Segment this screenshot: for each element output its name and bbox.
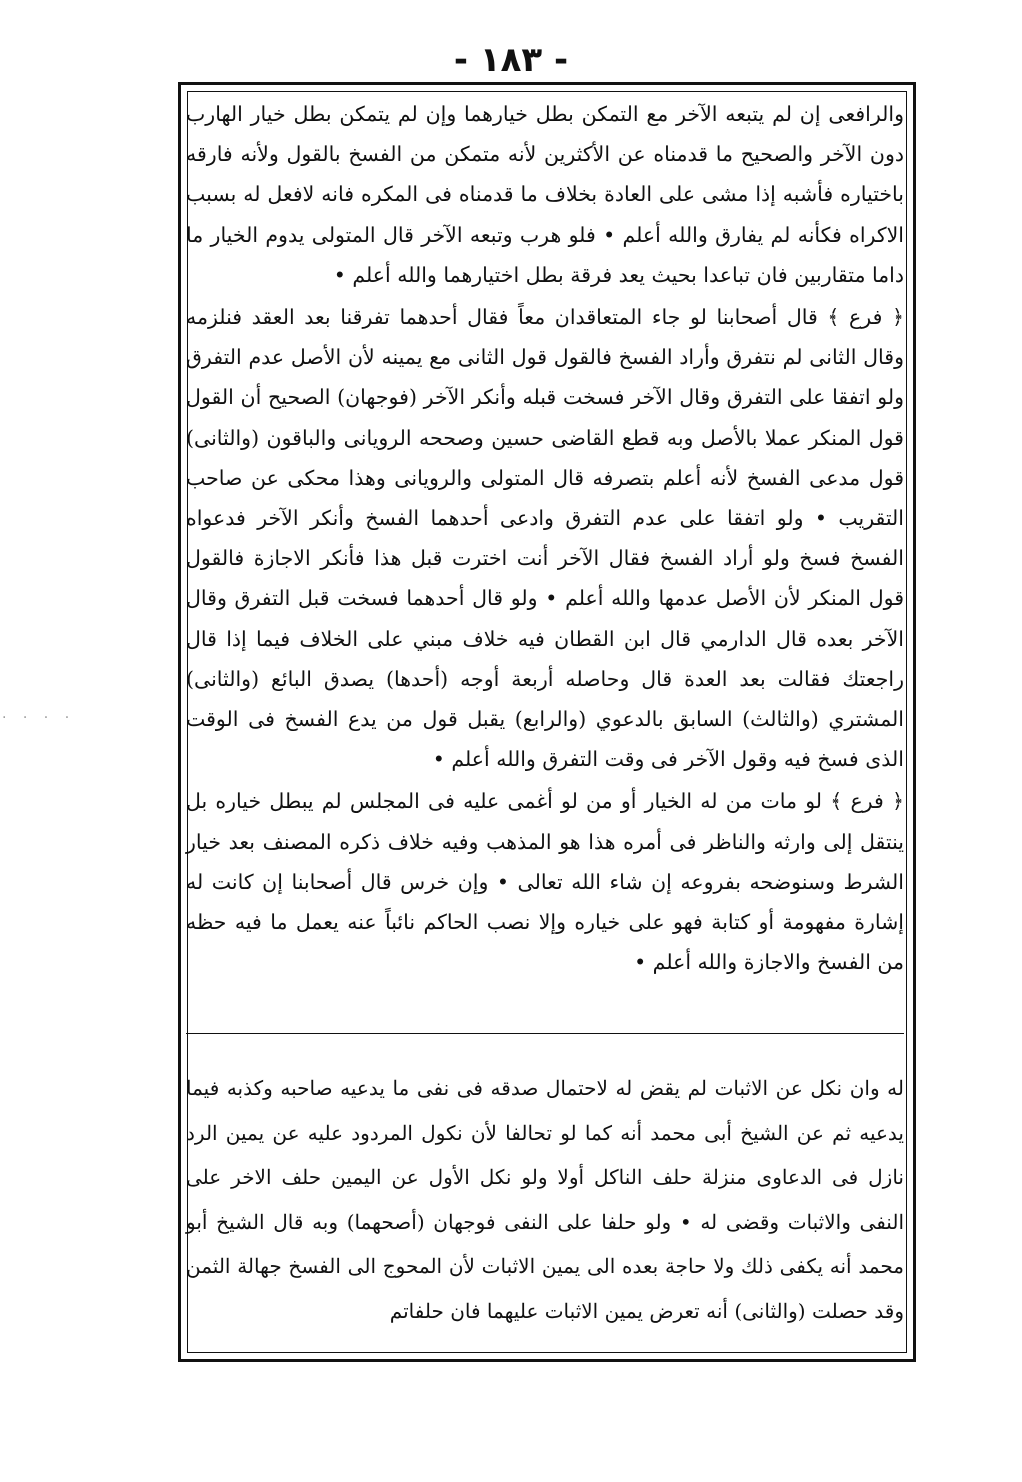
margin-mark: . . . . xyxy=(2,706,76,722)
footnote xyxy=(186,1066,904,1333)
footnote-text: له وان نكل عن الاثبات لم يقض له لاحتمال صدقه فى نفى ما يدعيه صاحبه وكذبه فيما يدعيه ثم عن الشيخ أبى محمد أنه كما لو تحالفا لأن نكول المردود عليه عن يمين الرد نازل فى الدعاوى منزلة حلف الناكل أولا ولو نكل الأول عن اليمين حلف الاخر على النفى والاثبات وقضى له • ولو حلفا على النفى فوجهان (أصحهما) وبه قال الشيخ أبو محمد أنه يكفى ذلك ولا حاجة بعده الى يمين الاثبات لأن المحوج الى الفسخ جهالة الثمن وقد حصلت (والثانى) أنه تعرض يمين الاثبات عليهما فان حلفاتم xyxy=(186,1076,904,1323)
paragraph: ﴿ فرع ﴾ لو مات من له الخيار أو من لو أغمى عليه فى المجلس لم يبطل خياره بل ينتقل إلى وارثه والناظر فى أمره هذا هو المذهب وفيه خلاف ذكره المصنف بعد خيار الشرط وسنوضحه بفروعه إن شاء الله تعالى • وإن خرس قال أصحابنا إن كانت له إشارة مفهومة أو كتابة فهو على خياره وإلا نصب الحاكم نائباً عنه يعمل ما فيه حظه من الفسخ والاجازة والله أعلم • xyxy=(186,789,904,975)
footnote-divider xyxy=(186,1033,904,1034)
paragraph: والرافعى إن لم يتبعه الآخر مع التمكن بطل خيارهما وإن لم يتمكن بطل خيار الهارب دون الآخر والصحيح ما قدمناه عن الأكثرين لأنه متمكن من الفسخ بالقول ولأنه فارقه باختياره فأشبه إذا مشى على العادة بخلاف ما قدمناه فى المكره فانه لافعل له بسبب الاكراه فكأنه لم يفارق والله أعلم • فلو هرب وتبعه الآخر قال المتولى يدوم الخيار ما داما متقاربين فان تباعدا بحيث يعد فرقة بطل اختيارهما والله أعلم • xyxy=(186,102,904,287)
paragraph: ﴿ فرع ﴾ قال أصحابنا لو جاء المتعاقدان معاً فقال أحدهما تفرقنا بعد العقد فنلزمه وقال الثانى لم نتفرق وأراد الفسخ فالقول قول الثانى مع يمينه لأن الأصل عدم التفرق ولو اتفقا على التفرق وقال الآخر فسخت قبله وأنكر الآخر (فوجهان) الصحيح أن القول قول المنكر عملا بالأصل وبه قطع القاضى حسين وصححه الرويانى والباقون (والثانى) قول مدعى الفسخ لأنه أعلم بتصرفه قال المتولى والرويانى وهذا محكى عن صاحب التقريب • ولو اتفقا على عدم التفرق وادعى أحدهما الفسخ وأنكر الآخر فدعواه الفسخ فسخ ولو أراد الفسخ فقال الآخر أنت اخترت قبل هذا فأنكر الاجازة فالقول قول المنكر لأن الأصل عدمها والله أعلم • ولو قال أحدهما فسخت قبل التفرق وقال الآخر بعده قال الدارمي قال ابن القطان فيه خلاف مبني على الخلاف فيما إذا قال راجعتك فقالت بعد العدة قال وحاصله أربعة أوجه (أحدها) يصدق البائع (والثانى) المشتري (والثالث) السابق بالدعوي (والرابع) يقبل قول من يدع الفسخ فى الوقت الذى فسخ فيه وقول الآخر فى وقت التفرق والله أعلم • xyxy=(186,305,904,772)
main-text xyxy=(186,94,904,982)
page-number: - ١٨٣ - xyxy=(453,40,569,80)
